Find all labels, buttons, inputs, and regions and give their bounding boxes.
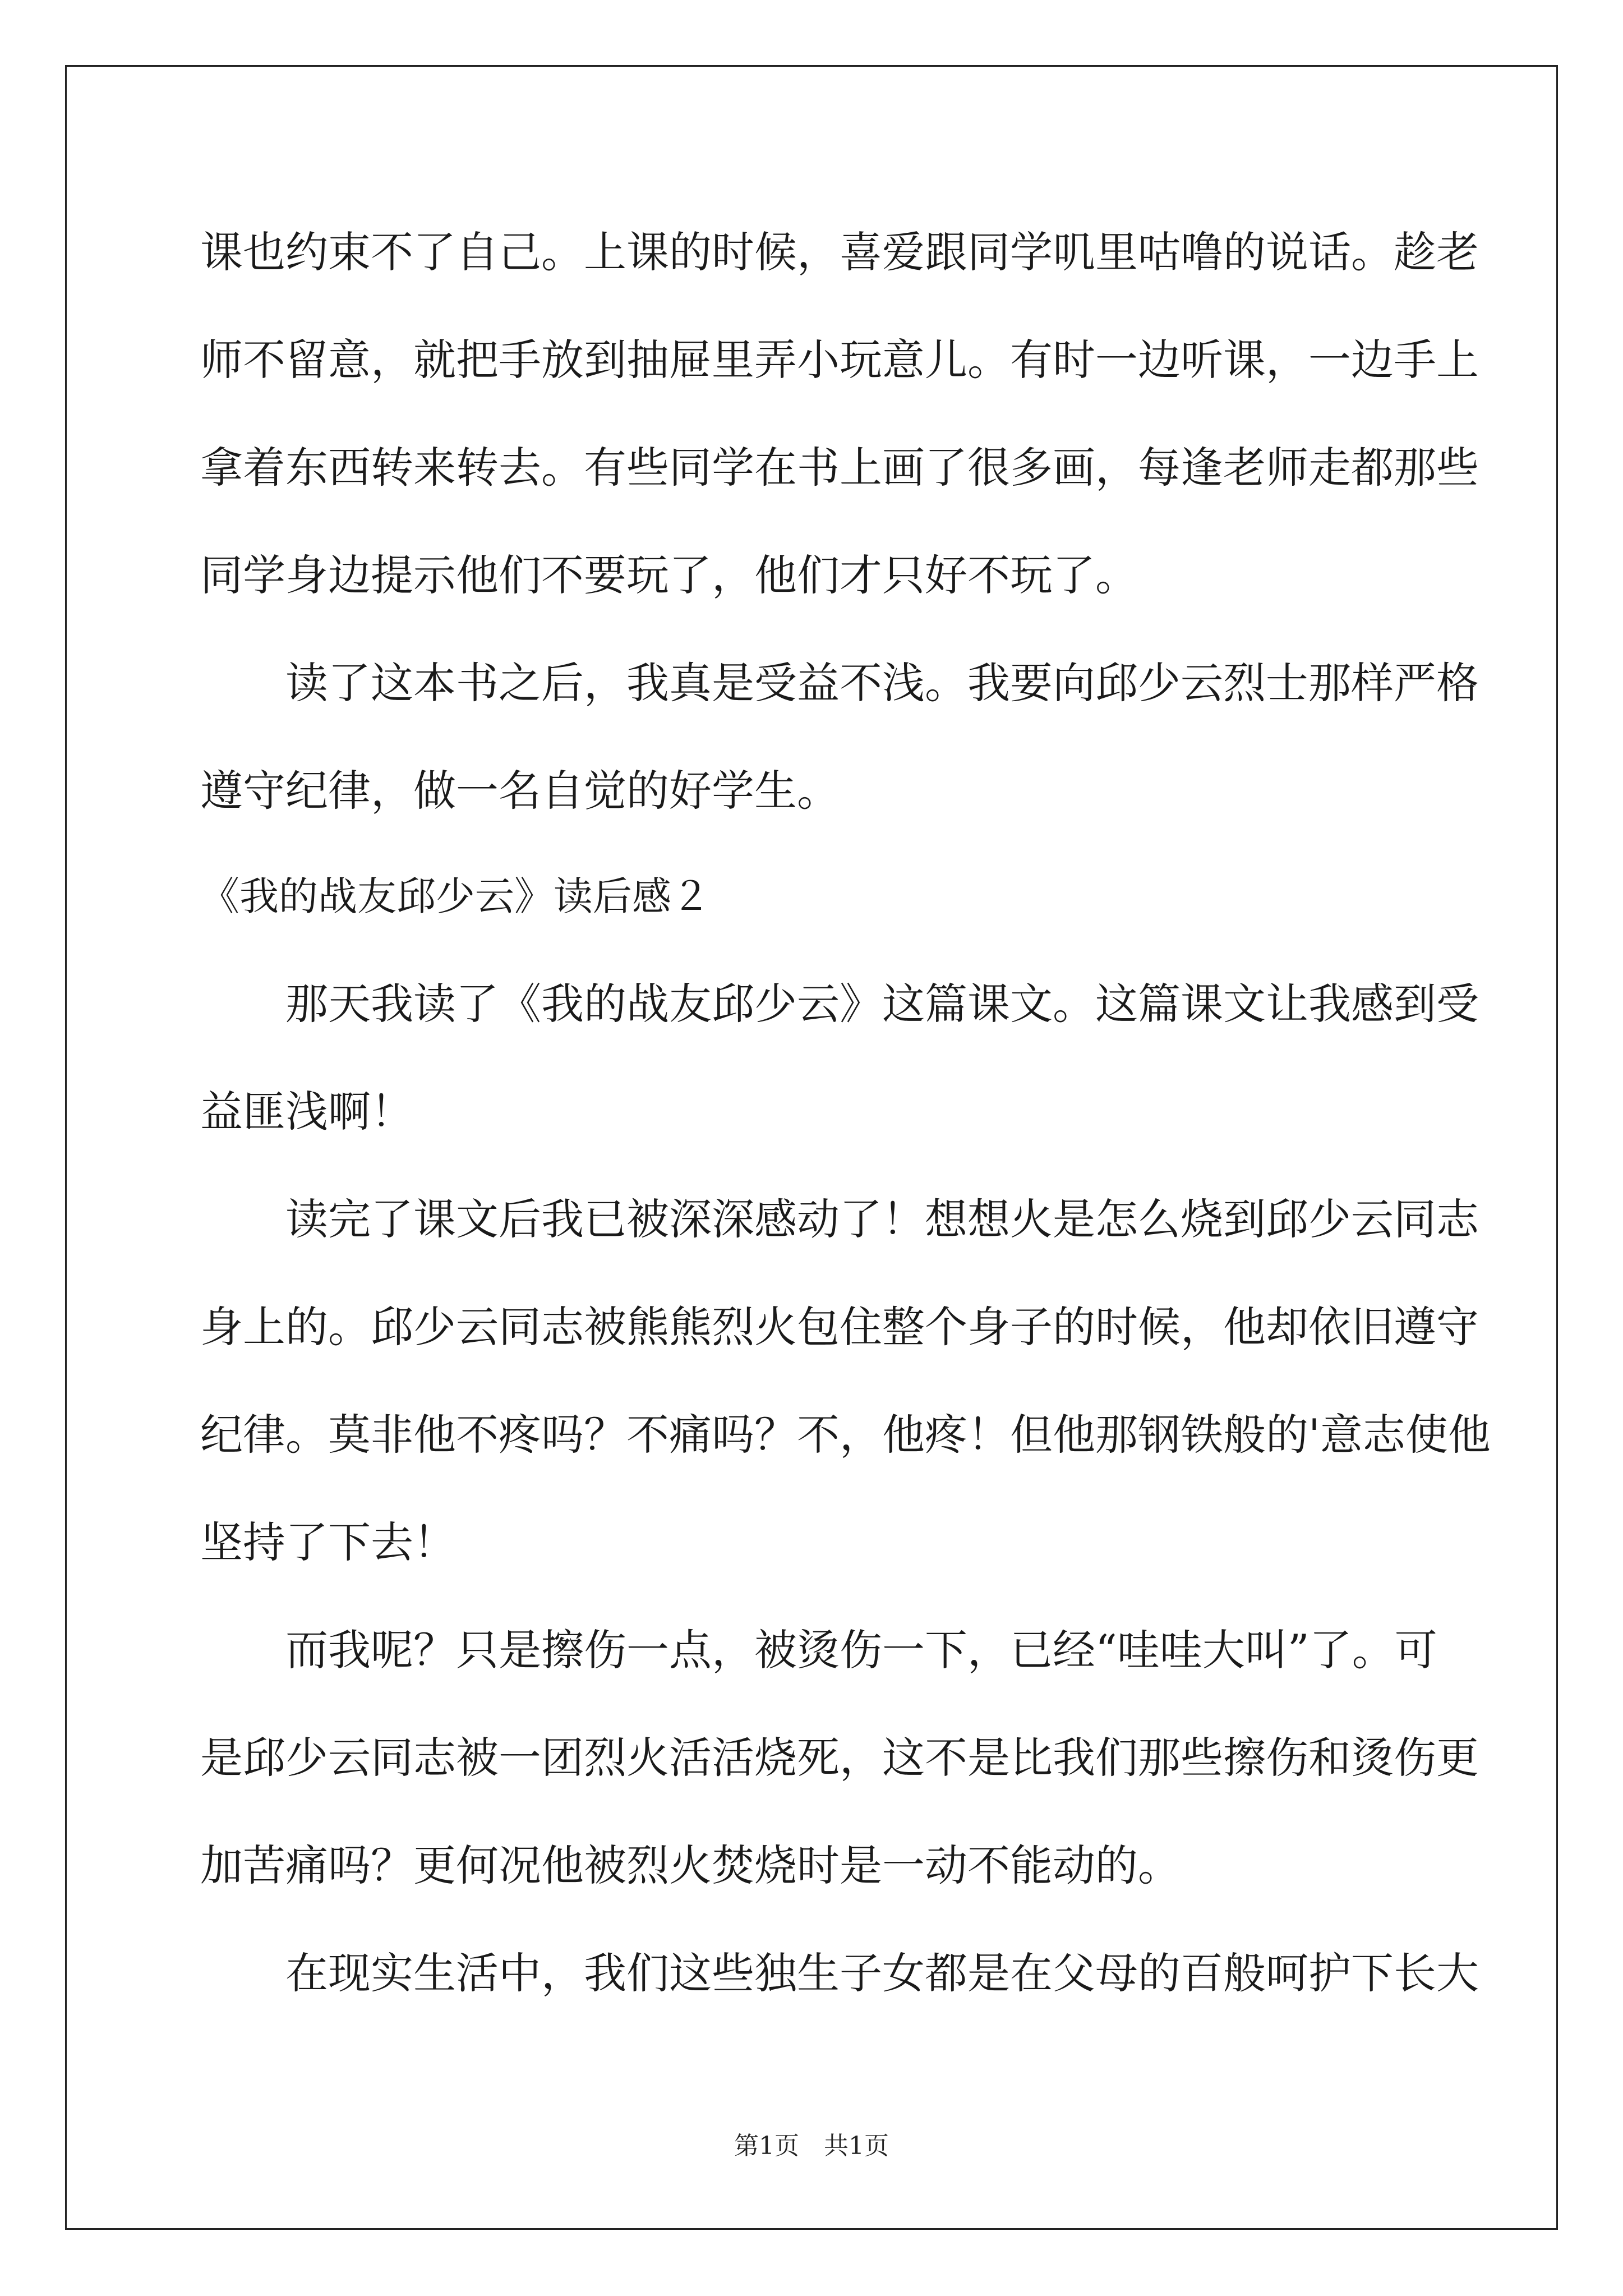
- text-line: 益匪浅啊！: [200, 1087, 413, 1137]
- page-number: 第1页: [734, 2132, 799, 2160]
- section-heading: 《我的战友邱少云》读后感２: [200, 873, 711, 919]
- text-line: 师不留意，就把手放到抽屉里弄小玩意儿。有时一边听课，一边手上: [200, 335, 1479, 385]
- text-line: 读了这本书之后，我真是受益不浅。我要向邱少云烈士那样严格: [200, 658, 1479, 708]
- text-line: 拿着东西转来转去。有些同学在书上画了很多画，每逢老师走都那些: [200, 443, 1479, 493]
- text-line: 身上的。邱少云同志被熊熊烈火包住整个身子的时候，他却依旧遵守: [200, 1302, 1479, 1352]
- page-footer: [0, 2129, 1623, 2163]
- text-line: 纪律。莫非他不疼吗？不痛吗？不，他疼！但他那钢铁般的'意志使他: [200, 1410, 1491, 1460]
- text-line: 遵守纪律，做一名自觉的好学生。: [200, 766, 840, 816]
- text-line: 同学身边提示他们不要玩了，他们才只好不玩了。: [200, 550, 1138, 600]
- text-line: 在现实生活中，我们这些独生子女都是在父母的百般呵护下长大: [200, 1948, 1479, 1998]
- text-line: 读完了课文后我已被深深感动了！想想火是怎么烧到邱少云同志: [200, 1194, 1479, 1244]
- text-line: 加苦痛吗？更何况他被烈火焚烧时是一动不能动的。: [200, 1841, 1181, 1890]
- text-line: 而我呢？只是擦伤一点，被烫伤一下，已经“哇哇大叫”了。可: [200, 1625, 1437, 1675]
- text-line: 课也约束不了自己。上课的时候，喜爱跟同学叽里咕噜的说话。趁老: [200, 227, 1479, 277]
- text-line: 那天我读了《我的战友邱少云》这篇课文。这篇课文让我感到受: [200, 979, 1479, 1029]
- text-line: 是邱少云同志被一团烈火活活烧死，这不是比我们那些擦伤和烫伤更: [200, 1733, 1479, 1783]
- page-border: [65, 65, 1558, 2230]
- page-total: 共1页: [824, 2132, 889, 2160]
- text-line: 坚持了下去！: [200, 1517, 456, 1567]
